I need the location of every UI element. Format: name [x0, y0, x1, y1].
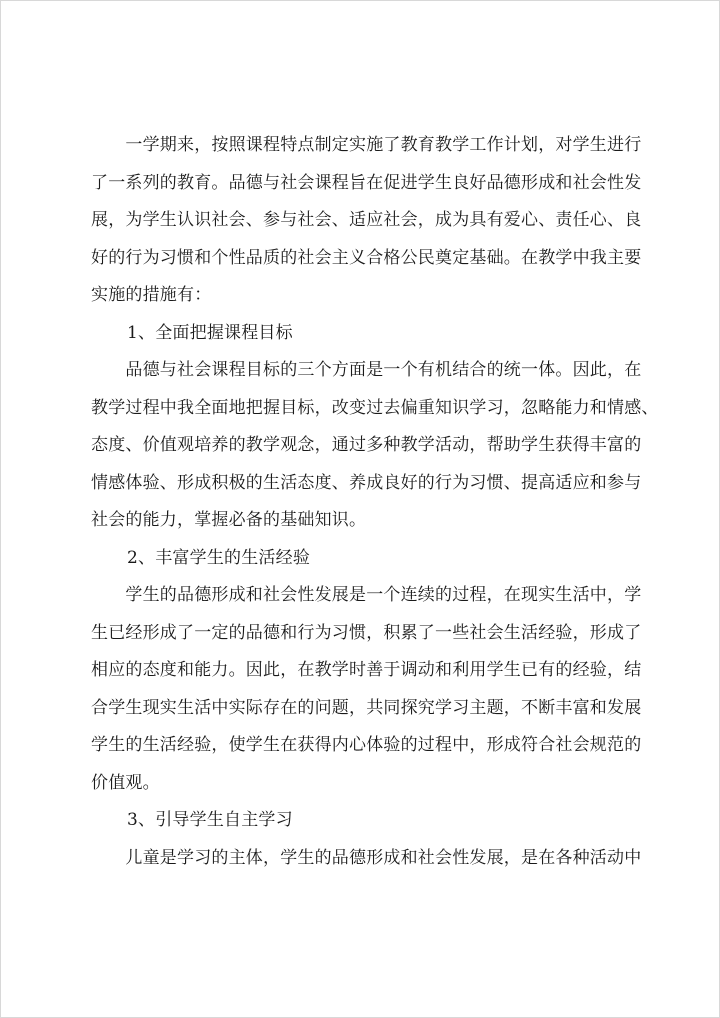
text-line: 了一系列的教育。品德与社会课程旨在促进学生良好品德形成和社会性发 — [91, 172, 642, 193]
text-line: 情感体验、形成积极的生活态度、养成良好的行为习惯、提高适应和参与 — [91, 472, 642, 493]
document-body — [91, 127, 659, 877]
text-line: 相应的态度和能力。因此，在教学时善于调动和利用学生已有的经验，结 — [91, 660, 642, 680]
text-line: 价值观。 — [91, 772, 160, 793]
section-heading-3: 3、引导学生自主学习 — [127, 810, 293, 830]
section-3-paragraph — [91, 840, 642, 878]
section-heading-2: 2、丰富学生的生活经验 — [127, 547, 311, 568]
text-line: 品德与社会课程目标的三个方面是一个有机结合的统一体。因此，在 — [91, 360, 642, 380]
text-line: 教学过程中我全面地把握目标，改变过去偏重知识学习，忽略能力和情感、 — [91, 397, 659, 418]
text-line: 展，为学生认识社会、参与社会、适应社会，成为具有爱心、责任心、良 — [91, 210, 642, 230]
text-line: 一学期来，按照课程特点制定实施了教育教学工作计划，对学生进行 — [91, 135, 642, 155]
text-line: 学生的品德形成和社会性发展是一个连续的过程，在现实生活中，学 — [91, 585, 642, 605]
text-line: 社会的能力，掌握必备的基础知识。 — [91, 510, 367, 530]
section-1-paragraph — [91, 352, 659, 540]
text-line: 学生的生活经验，使学生在获得内心体验的过程中，形成符合社会规范的 — [91, 735, 642, 755]
text-line: 好的行为习惯和个性品质的社会主义合格公民奠定基础。在教学中我主要 — [91, 247, 642, 268]
intro-paragraph — [91, 127, 642, 315]
section-heading-1: 1、全面把握课程目标 — [127, 322, 293, 343]
section-2-paragraph — [91, 577, 642, 802]
text-line: 实施的措施有： — [91, 285, 212, 305]
text-line: 儿童是学习的主体，学生的品德形成和社会性发展，是在各种活动中 — [91, 847, 642, 868]
text-line: 合学生现实生活中实际存在的问题，共同探究学习主题，不断丰富和发展 — [91, 697, 642, 718]
text-line: 态度、价值观培养的教学观念，通过多种教学活动，帮助学生获得丰富的 — [91, 435, 642, 455]
text-line: 生已经形成了一定的品德和行为习惯，积累了一些社会生活经验，形成了 — [91, 622, 642, 643]
